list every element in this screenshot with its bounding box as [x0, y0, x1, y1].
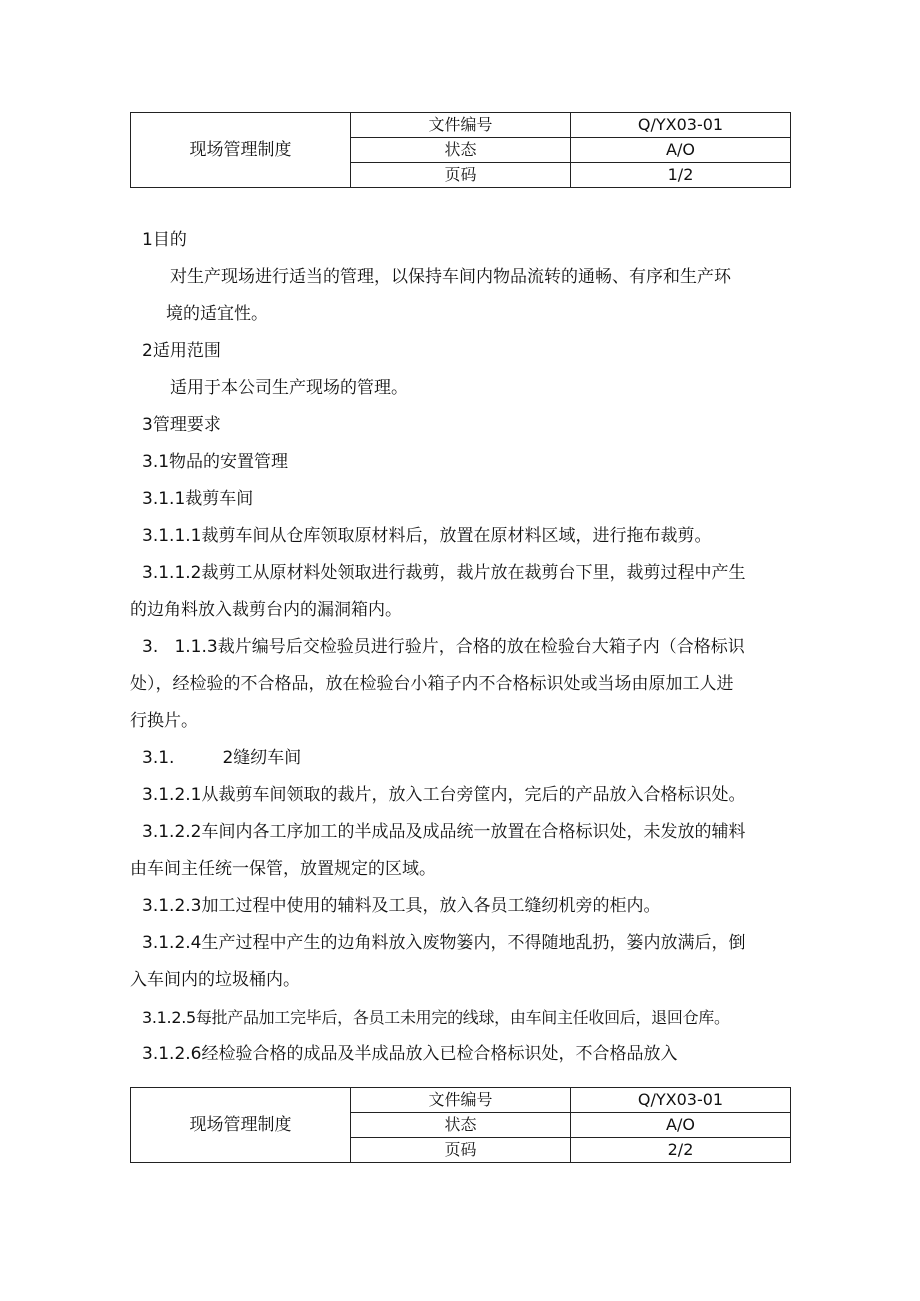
para-3-1-2-4-line1: 3.1.2.4生产过程中产生的边角料放入废物篓内，不得随地乱扔，篓内放满后，倒: [142, 933, 746, 953]
section-1-heading: 1目的: [142, 230, 187, 250]
header-value-status: A/O: [571, 138, 791, 163]
section-2-para: 适用于本公司生产现场的管理。: [170, 378, 408, 398]
para-3-1-1-2-line2: 的边角料放入裁剪台内的漏洞箱内。: [130, 600, 402, 620]
para-3-1-2-5: 3.1.2.5每批产品加工完毕后，各员工未用完的线球，由车间主任收回后，退回仓库。: [142, 1008, 730, 1027]
section-3-1-2-title: 2缝纫车间: [222, 748, 302, 768]
para-3-1-1-3-line3: 行换片。: [130, 711, 198, 731]
para-3-1-2-4-line2: 入车间内的垃圾桶内。: [130, 970, 300, 990]
para-3-1-2-3: 3.1.2.3加工过程中使用的辅料及工具，放入各员工缝纫机旁的柜内。: [142, 896, 661, 916]
header-value-page: 1/2: [571, 163, 791, 188]
header2-value-doc-number: Q/YX03-01: [571, 1088, 791, 1113]
para-3-1-2-1: 3.1.2.1从裁剪车间领取的裁片，放入工台旁筐内，完后的产品放入合格标识处。: [142, 785, 746, 805]
para-3-1-1-1: 3.1.1.1裁剪车间从仓库领取原材料后，放置在原材料区域，进行拖布裁剪。: [142, 526, 712, 546]
section-1-para-line2: 境的适宜性。: [166, 304, 268, 324]
section-1-para-line1: 对生产现场进行适当的管理，以保持车间内物品流转的通畅、有序和生产环: [170, 267, 731, 287]
section-3-1-2-number: 3.1.: [142, 748, 175, 768]
section-3-heading: 3管理要求: [142, 415, 221, 435]
para-3-1-1-3-number: 3.: [142, 637, 159, 657]
header2-label-status: 状态: [351, 1113, 571, 1138]
section-2-heading: 2适用范围: [142, 341, 221, 361]
document-header-table-page2: [130, 1087, 791, 1163]
document-body: [130, 222, 790, 1073]
para-3-1-2-6: 3.1.2.6经检验合格的成品及半成品放入已检合格标识处，不合格品放入: [142, 1044, 678, 1064]
header-label-page: 页码: [351, 163, 571, 188]
para-3-1-1-2-line1: 3.1.1.2裁剪工从原材料处领取进行裁剪，裁片放在裁剪台下里，裁剪过程中产生: [142, 563, 746, 583]
header2-doc-title: 现场管理制度: [131, 1088, 351, 1163]
section-3-1-1-heading: 3.1.1裁剪车间: [142, 489, 254, 509]
para-3-1-2-2-line2: 由车间主任统一保管，放置规定的区域。: [130, 859, 436, 879]
header2-value-page: 2/2: [571, 1138, 791, 1163]
section-3-1-2-heading: [130, 740, 790, 777]
document-header-table: [130, 112, 791, 188]
header-value-doc-number: Q/YX03-01: [571, 113, 791, 138]
para-3-1-1-3-line1: [130, 629, 790, 666]
para-3-1-2-2-line1: 3.1.2.2车间内各工序加工的半成品及成品统一放置在合格标识处，未发放的辅料: [142, 822, 746, 842]
header-label-status: 状态: [351, 138, 571, 163]
header2-label-doc-number: 文件编号: [351, 1088, 571, 1113]
header2-label-page: 页码: [351, 1138, 571, 1163]
header-label-doc-number: 文件编号: [351, 113, 571, 138]
para-3-1-1-3-text: 1.1.3裁片编号后交检验员进行验片，合格的放在检验台大箱子内（合格标识: [174, 637, 745, 657]
header-doc-title: 现场管理制度: [131, 113, 351, 188]
header2-value-status: A/O: [571, 1113, 791, 1138]
para-3-1-1-3-line2: 处），经检验的不合格品，放在检验台小箱子内不合格标识处或当场由原加工人进: [130, 674, 734, 694]
section-3-1-heading: 3.1物品的安置管理: [142, 452, 289, 472]
